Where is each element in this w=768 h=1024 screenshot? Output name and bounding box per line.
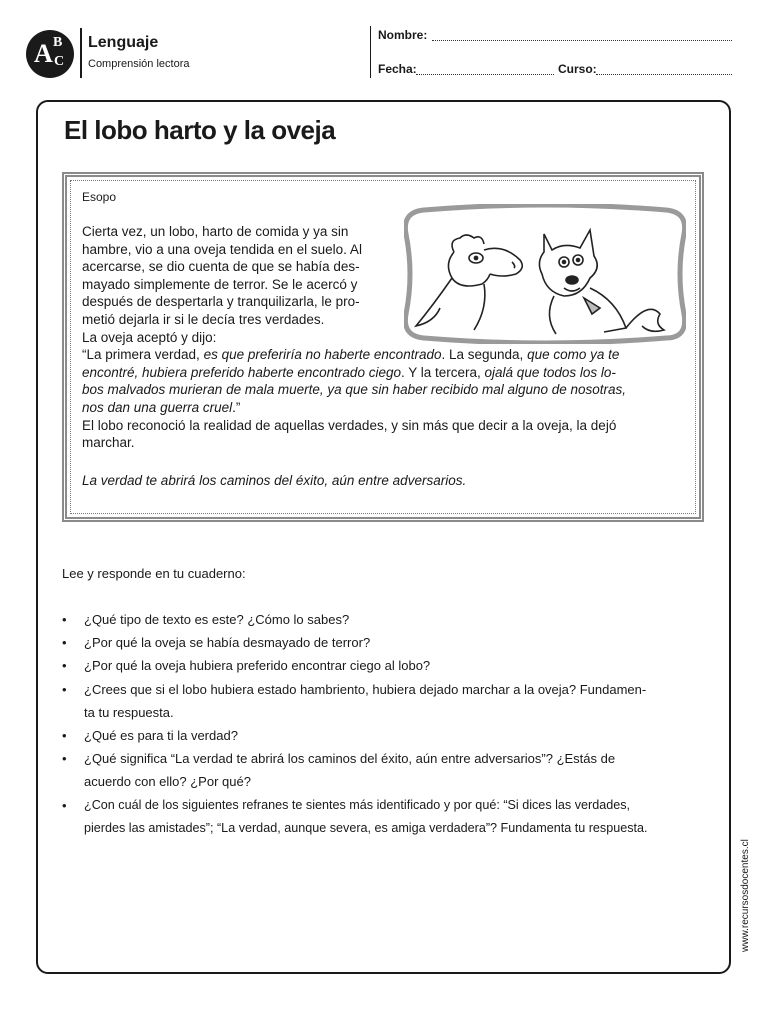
logo-letter-a: A [34, 39, 53, 68]
quote-line: nos dan una guerra cruel.” [82, 400, 241, 415]
story-line: Cierta vez, un lobo, harto de comida y ya sin [82, 224, 349, 239]
name-field[interactable] [432, 30, 732, 41]
course-label: Curso: [558, 62, 597, 76]
name-label: Nombre: [378, 28, 428, 42]
logo-letter-b: B [53, 35, 63, 50]
abc-logo [26, 30, 74, 78]
story-line: después de despertarla y tranquilizarla, le pro- [82, 294, 360, 310]
story-ending-line: El lobo reconoció la realidad de aquellas verdades, y sin más que decir a la oveja, la dejó [82, 417, 617, 433]
date-field[interactable] [416, 64, 554, 75]
quote-line: encontré, hubiera preferido haberte encontrado ciego. Y la tercera, ojalá que todos los lo- [82, 364, 616, 380]
subject-title: Lenguaje [88, 34, 159, 51]
course-field[interactable] [596, 64, 732, 75]
fields-divider [370, 26, 371, 78]
sheep-icon [416, 235, 522, 330]
logo-letter-c: C [54, 54, 65, 69]
story-line: acercarse, se dio cuenta de que se había des- [82, 259, 360, 275]
subject-subtitle: Comprensión lectora [88, 58, 190, 70]
story-line: hambre, vio a una oveja tendida en el suelo. Al [82, 241, 362, 257]
story-moral: La verdad te abrirá los caminos del éxito, aún entre adversarios. [82, 473, 467, 488]
page-title: El lobo harto y la oveja [64, 115, 336, 145]
story-author: Esopo [82, 190, 117, 204]
story-line: mayado simplemente de terror. Se le acercó y [82, 276, 358, 292]
story-line: La oveja aceptó y dijo: [82, 329, 217, 345]
quote-line: “La primera verdad, es que preferiría no haberte encontrado. La segunda, que como ya te [82, 347, 620, 363]
wolf-icon [539, 230, 664, 334]
story-line: metió dejarla ir si le decía tres verdades. [82, 312, 325, 327]
story-ending-line: marchar. [82, 435, 135, 451]
sheep-and-wolf-illustration [404, 204, 686, 344]
header-divider [80, 28, 82, 78]
date-label: Fecha: [378, 62, 417, 76]
instructions-prompt: Lee y responde en tu cuaderno: [62, 566, 246, 581]
site-watermark: www.recursosdocentes.cl [740, 839, 751, 952]
quote-line: bos malvados murieran de mala muerte, ya que sin haber recibido mal alguno de nosotras, [82, 382, 627, 398]
